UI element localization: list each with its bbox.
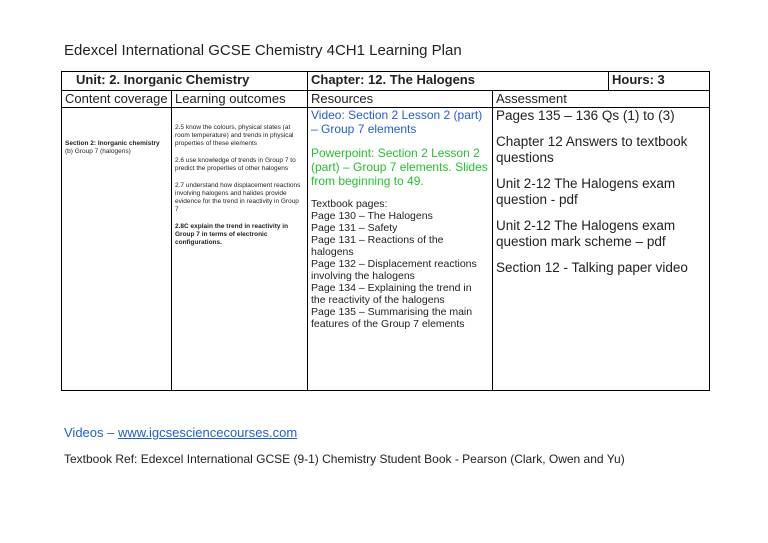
learning-outcome: 2.5 know the colours, physical states (at room temperature) and trends in physical properties of these elements [175,124,294,147]
list-item: Page 132 – Displacement reactions involving the halogens [311,258,477,282]
list-item: Unit 2-12 The Halogens exam question - pdf [496,176,676,207]
textbook-reference: Textbook Ref: Edexcel International GCSE (9-1) Chemistry Student Book - Pearson (Clark, Owen and Yu) [64,452,625,466]
chapter-cell: Chapter: 12. The Halogens [308,72,609,91]
list-item: Section 12 - Talking paper video [496,260,688,275]
textbook-pages-heading: Textbook pages: [311,198,388,210]
resources-cell [308,108,493,391]
document-title: Edexcel International GCSE Chemistry 4CH1 Learning Plan [64,42,462,59]
content-coverage-cell [62,108,172,391]
list-item: Page 134 – Explaining the trend in the reactivity of the halogens [311,282,472,306]
column-header-assessment: Assessment [493,91,710,108]
resource-video-link[interactable]: Video: Section 2 Lesson 2 (part) – Group 7 elements [311,108,483,136]
list-item: Page 131 – Safety [311,222,398,234]
learning-outcome [175,223,304,247]
learning-outcomes-cell [172,108,308,391]
videos-website-link[interactable]: www.igcsesciencecourses.com [117,425,298,440]
list-item: Pages 135 – 136 Qs (1) to (3) [496,108,675,123]
learning-outcome: 2.7 understand how displacement reactions involving halogens and halides provide evidence for the trend in reactivity in Group 7 [175,182,301,213]
videos-line [64,425,297,440]
list-item: Page 130 – The Halogens [311,210,433,222]
list-item: Unit 2-12 The Halogens exam question mark scheme – pdf [496,218,676,249]
learning-plan-table [61,71,710,391]
content-coverage-topic: (b) Group 7 (halogens) [65,148,131,155]
learning-outcome-bold: 2.8C explain the trend in reactivity in Group 7 in terms of electronic configurations. [175,223,289,246]
resource-powerpoint-link[interactable]: Powerpoint: Section 2 Lesson 2 (part) – Group 7 elements. Slides from beginning to 49. [311,146,488,188]
learning-outcome: 2.6 use knowledge of trends in Group 7 to predict the properties of other halogens [175,157,296,172]
content-row [62,108,710,391]
column-header-row [62,91,710,108]
column-header-resources: Resources [308,91,493,108]
videos-label: Videos – [64,425,118,440]
content-coverage-section: Section 2: Inorganic chemistry [65,140,160,147]
list-item: Page 135 – Summarising the main features of the Group 7 elements [311,306,473,330]
list-item: Chapter 12 Answers to textbook questions [496,134,688,165]
list-item: Page 131 – Reactions of the halogens [311,234,444,258]
header-row [62,72,710,91]
assessment-cell [493,108,710,391]
column-header-content-coverage: Content coverage [62,91,172,108]
unit-cell: Unit: 2. Inorganic Chemistry [62,72,308,91]
column-header-learning-outcomes: Learning outcomes [172,91,308,108]
textbook-pages-list [311,198,489,330]
hours-cell: Hours: 3 [609,72,710,91]
